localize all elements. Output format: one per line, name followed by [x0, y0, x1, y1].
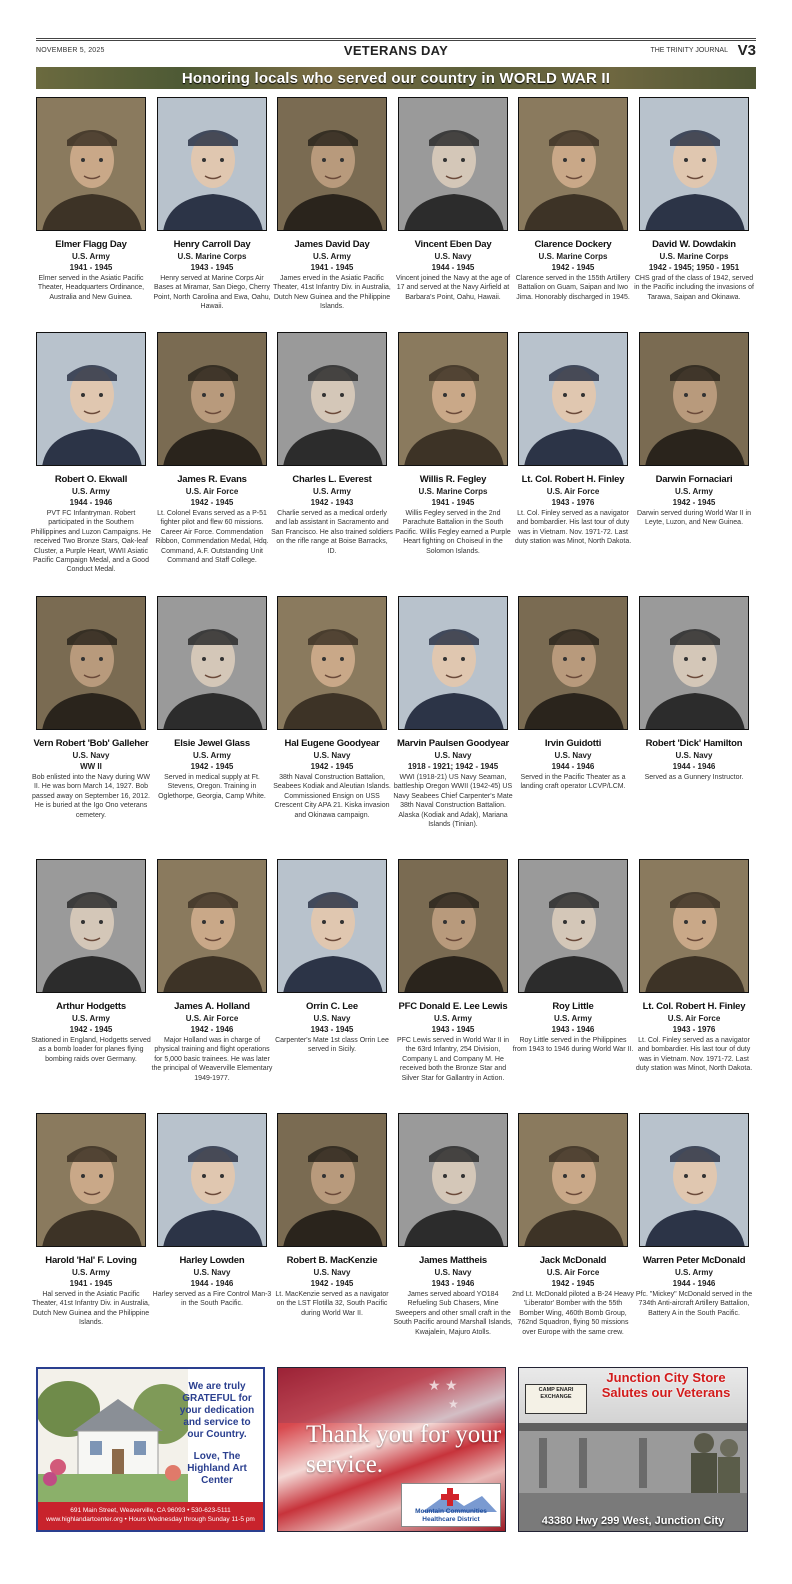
veteran-portrait — [277, 596, 387, 730]
veteran-name: Irvin Guidotti — [544, 738, 602, 749]
veteran-name: Robert 'Dick' Hamilton — [645, 738, 743, 749]
veteran-branch: U.S. Navy — [434, 751, 472, 760]
veteran-description: Stationed in England, Hodgetts served as a bomb loader for planes flying bombing raids over Germany. — [31, 1037, 151, 1063]
veteran-branch: U.S. Army — [72, 487, 110, 496]
veteran-description: Elmer served in the Asiatic Pacific Theater, Headquarters Ordinance, Australia and New Guinea. — [37, 275, 145, 301]
veteran-years: 1941 - 1945 — [69, 263, 113, 272]
veteran-name: Orrin C. Lee — [306, 1001, 358, 1012]
veteran-years: 1943 - 1946 — [551, 1025, 595, 1034]
veteran-name: Jack McDonald — [539, 1255, 607, 1266]
veteran-portrait — [277, 97, 387, 231]
veteran-name: Willis R. Fegley — [419, 474, 487, 485]
section-title: VETERANS DAY — [343, 43, 449, 58]
veteran-branch: U.S. Navy — [193, 1268, 231, 1277]
veteran-name: Elmer Flagg Day — [55, 239, 127, 250]
thank-you-text: Thank you for your service. — [306, 1421, 502, 1478]
veteran-name: Harold 'Hal' F. Loving — [45, 1255, 137, 1266]
veteran-branch: U.S. Navy — [434, 1268, 472, 1277]
veteran-name: Robert O. Ekwall — [54, 474, 128, 485]
camp-exchange-sign: CAMP ENARI EXCHANGE — [525, 1384, 587, 1414]
veteran-name: PFC Donald E. Lee Lewis — [398, 1001, 508, 1012]
veteran-description: Bob enlisted into the Navy during WW II. He was born March 14, 1927. Bob passed away on September 16, 2012. He is buried at the Igo Ono veterans cemetery. — [32, 774, 150, 819]
ad-mountain-communities — [277, 1367, 506, 1532]
veteran-description: Lt. Col. Finley served as a navigator and bombardier. His last tour of duty was in Vietnam. Nov. 1971-72. Last duty station was Minot, North Dakota. — [635, 1037, 753, 1073]
veteran-years: 1943 - 1945 — [310, 1025, 354, 1034]
veteran-name: James R. Evans — [177, 474, 247, 485]
veteran-description: Major Holland was in charge of physical training and flight operations for 5,000 basic trainees. He was later the principal of Weaverville Elementary 1949-1977. — [151, 1037, 273, 1082]
veteran-years: 1944 - 1946 — [672, 1279, 716, 1288]
veteran-portrait — [157, 596, 267, 730]
veteran-branch: U.S. Army — [313, 487, 351, 496]
veteran-description: Clarence served in the 155th Artillery Battalion on Guam, Saipan and Iwo Jima. Honorably discharged in 1945. — [515, 275, 631, 301]
veteran-portrait — [157, 859, 267, 993]
veteran-name: David W. Dowdakin — [652, 239, 736, 250]
veteran-years: 1944 - 1946 — [190, 1279, 234, 1288]
veteran-years: 1941 - 1945 — [69, 1279, 113, 1288]
cottage-illustration — [38, 1369, 188, 1504]
veteran-description: Served in the Pacific Theater as a landing craft operator LCVP/LCM. — [520, 774, 626, 791]
veteran-years: 1942 - 1945 — [310, 762, 354, 771]
veteran-branch: U.S. Marine Corps — [659, 252, 729, 261]
veteran-name: James David Day — [294, 239, 370, 250]
veteran-name: Robert B. MacKenzie — [286, 1255, 378, 1266]
mchd-logo-text: Mountain Communities Healthcare District — [415, 1508, 487, 1523]
veteran-name: Arthur Hodgetts — [56, 1001, 126, 1012]
highland-footer — [38, 1502, 263, 1530]
veteran-portrait — [398, 596, 508, 730]
veteran-description: James erved in the Asiatic Pacific Theater, 41st Infantry Div. in Australia, Dutch New Guinea and the Philippine Islands. — [273, 275, 391, 311]
veteran-portrait — [639, 859, 749, 993]
veteran-portrait — [398, 1113, 508, 1247]
veteran-branch: U.S. Air Force — [185, 1014, 239, 1023]
veteran-portrait — [277, 1113, 387, 1247]
veteran-description: Willis Fegley served in the 2nd Parachute Battalion in the South Pacific. Willis Fegley earned a Purple Heart fighting on Choiseul in the Solomon Islands. — [395, 510, 511, 555]
veteran-name: Marvin Paulsen Goodyear — [396, 738, 510, 749]
veteran-years: 1941 - 1945 — [310, 263, 354, 272]
veteran-branch: U.S. Navy — [675, 751, 713, 760]
veteran-description: Charlie served as a medical orderly and lab assistant in Sacramento and San Francisco. He also trained soldiers on the rifle range at Boise Barracks, ID. — [271, 510, 393, 555]
paper-name: THE TRINITY JOURNAL — [650, 47, 728, 54]
veteran-description: James served aboard YO184 Refueling Sub Chasers, Mine Sweepers and other small craft in the South Pacific around Marshall Islands, Kwajalein, Majuro Atolls. — [393, 1291, 513, 1336]
veteran-years: WW II — [80, 762, 102, 771]
veteran-branch: U.S. Army — [675, 487, 713, 496]
flag-stars — [278, 1368, 506, 1428]
veteran-name: Lt. Col. Robert H. Finley — [642, 1001, 746, 1012]
veteran-branch: U.S. Army — [72, 1268, 110, 1277]
highland-signoff: Love, The Highland Art Center — [187, 1451, 247, 1486]
veteran-description: Lt. Col. Finley served as a navigator and bombardier. His last tour of duty was in Vietnam. Nov. 1971-72. Last duty station was Minot, North Dakota. — [514, 510, 632, 546]
veteran-description: Henry served at Marine Corps Air Bases at Miramar, San Diego, Cherry Point, North Carolina and Ewa, Oahu, Hawaii. — [153, 275, 271, 311]
veteran-years: 1941 - 1945 — [431, 498, 475, 507]
veteran-years: 1942 - 1945 — [551, 1279, 595, 1288]
veteran-name: Henry Carroll Day — [173, 239, 251, 250]
veteran-branch: U.S. Navy — [313, 751, 351, 760]
veteran-description: Pfc. "Mickey" McDonald served in the 734th Anti-aircraft Artillery Battalion, Battery A in the South Pacific. — [635, 1291, 753, 1317]
veteran-branch: U.S. Marine Corps — [177, 252, 247, 261]
veteran-years: 1944 - 1945 — [431, 263, 475, 272]
veteran-branch: U.S. Army — [193, 751, 231, 760]
veteran-branch: U.S. Navy — [313, 1268, 351, 1277]
veteran-years: 1918 - 1921; 1942 - 1945 — [407, 762, 499, 771]
veteran-name: Clarence Dockery — [534, 239, 612, 250]
veteran-portrait — [639, 97, 749, 231]
veteran-years: 1943 - 1945 — [431, 1025, 475, 1034]
veteran-branch: U.S. Marine Corps — [538, 252, 608, 261]
veteran-name: Elsie Jewel Glass — [174, 738, 250, 749]
highland-message — [177, 1381, 257, 1487]
veteran-portrait — [398, 97, 508, 231]
veteran-years: 1942 - 1945 — [672, 498, 716, 507]
veteran-name: Lt. Col. Robert H. Finley — [521, 474, 625, 485]
veteran-portrait — [518, 859, 628, 993]
veteran-portrait — [277, 859, 387, 993]
veteran-name: James Mattheis — [419, 1255, 487, 1266]
veteran-description: WWI (1918-21) US Navy Seaman, battleship Oregon WWII (1942-45) US Navy Seabees Chief Carpenter's Mate 38th Naval Construction Battalion. Alaska (Kodiak and Adak), Mariana Islands (Tinian). — [393, 774, 513, 829]
veteran-portrait — [518, 596, 628, 730]
highland-message-text: We are truly GRATEFUL for your dedication and service to our Country. — [179, 1381, 255, 1440]
veteran-description: Darwin served during World War II in Leyte, Luzon, and New Guinea. — [637, 510, 751, 527]
highland-website[interactable]: www.highlandartcenter.org • Hours Wednesday through Sunday 11-5 pm — [46, 1516, 255, 1523]
veteran-description: Vincent joined the Navy at the age of 17 and served at the Navy Airfield at Barbara's Point, Oahu, Hawaii. — [395, 275, 511, 301]
veteran-years: 1942 - 1945 — [190, 762, 234, 771]
veteran-description: PVT FC Infantryman. Robert participated in the Southern Phillippines and Luzon Campaigns. He received Two Bronze Stars, Oak-leaf Cluster, a Purple Heart, WWII Asiatic Pacific Campaign Medal, and a Good Conduct Medal. — [30, 510, 152, 574]
veteran-description: Harley served as a Fire Control Man-3 in the South Pacific. — [152, 1291, 272, 1308]
veteran-description: CHS grad of the class of 1942, served in the Pacific including the invasions of Tarawa, Saipan and Okinawa. — [634, 275, 754, 301]
veteran-branch: U.S. Army — [313, 252, 351, 261]
veteran-name: James A. Holland — [174, 1001, 250, 1012]
veteran-portrait — [157, 1113, 267, 1247]
veteran-name: Warren Peter McDonald — [642, 1255, 746, 1266]
mchd-logo — [401, 1483, 501, 1527]
veteran-branch: U.S. Air Force — [546, 487, 600, 496]
veteran-portrait — [36, 596, 146, 730]
svg-text:★ ★: ★ ★ — [428, 1378, 458, 1394]
veteran-portrait — [36, 1113, 146, 1247]
highland-address: 691 Main Street, Weaverville, CA 96093 • 530-623-5111 — [70, 1507, 231, 1514]
issue-date: NOVEMBER 5, 2025 — [36, 47, 105, 54]
veteran-branch: U.S. Air Force — [546, 1268, 600, 1277]
veteran-years: 1942 - 1945; 1950 - 1951 — [648, 263, 740, 272]
veteran-years: 1942 - 1945 — [551, 263, 595, 272]
veteran-portrait — [157, 97, 267, 231]
veteran-description: Lt. Colonel Evans served as a P-51 fighter pilot and flew 60 missions. Career Air Force. Commendation Ribbon, Commendation Medal, Hdq. Command, A.F. Outstanding Unit Command and Staff College. — [155, 510, 269, 565]
veteran-name: Harley Lowden — [179, 1255, 245, 1266]
veteran-description: Served in medical supply at Ft. Stevens, Oregon. Training in Oglethorpe, Georgia, Camp White. — [158, 774, 266, 800]
masthead — [36, 38, 756, 60]
headline-banner — [36, 67, 756, 89]
veteran-description: 2nd Lt. McDonald piloted a B-24 Heavy 'Liberator' Bomber with the 55th Bomber Wing, 460th Bomb Group, 762nd Squadron, flying 50 missions over Europe with the same crew. — [512, 1291, 634, 1336]
veteran-branch: U.S. Marine Corps — [418, 487, 488, 496]
veteran-description: Roy Little served in the Philippines from 1943 to 1946 during World War II. — [512, 1037, 634, 1054]
veteran-branch: U.S. Navy — [72, 751, 110, 760]
veteran-description: Carpenter's Mate 1st class Orrin Lee served in Sicily. — [275, 1037, 389, 1054]
veteran-name: Hal Eugene Goodyear — [284, 738, 380, 749]
veteran-portrait — [36, 859, 146, 993]
veteran-branch: U.S. Air Force — [667, 1014, 721, 1023]
veteran-years: 1942 - 1945 — [69, 1025, 113, 1034]
junction-address: 43380 Hwy 299 West, Junction City — [541, 1515, 725, 1527]
veteran-branch: U.S. Army — [72, 1014, 110, 1023]
veteran-description: 38th Naval Construction Battalion, Seabees Kodiak and Aleutian Islands. Commissioned Ensign on USS Crescent City APA 21. Kiska invasion and Okinawa campaign. — [273, 774, 391, 819]
veteran-years: 1944 - 1946 — [69, 498, 113, 507]
veteran-years: 1943 - 1945 — [190, 263, 234, 272]
veteran-description: Lt. MacKenzie served as a navigator on the LST Flotilla 32, South Pacific during World War II. — [275, 1291, 389, 1317]
veteran-description: PFC Lewis served in World War II in the 63rd Infantry, 254 Division, Company L and Company M. He received both the Bronze Star and Silver Star for Gallantry in Action. — [396, 1037, 510, 1082]
veteran-portrait — [36, 332, 146, 466]
ad-highland-art-center — [36, 1367, 265, 1532]
veteran-name: Roy Little — [552, 1001, 594, 1012]
veteran-portrait — [639, 332, 749, 466]
veteran-portrait — [518, 1113, 628, 1247]
junction-title: Junction City Store Salutes our Veterans — [601, 1370, 731, 1400]
veteran-years: 1944 - 1946 — [672, 762, 716, 771]
veteran-portrait — [518, 97, 628, 231]
svg-text:★: ★ — [448, 1397, 459, 1411]
veteran-branch: U.S. Navy — [313, 1014, 351, 1023]
veteran-years: 1943 - 1976 — [551, 498, 595, 507]
veteran-branch: U.S. Army — [675, 1268, 713, 1277]
veteran-branch: U.S. Army — [434, 1014, 472, 1023]
veteran-name: Vincent Eben Day — [414, 239, 492, 250]
veteran-description: Hal served in the Asiatic Pacific Theater, 41st Infantry Div. in Australia, Dutch New Guinea and the Philippine Islands. — [32, 1291, 150, 1327]
page-number: V3 — [737, 42, 756, 59]
veteran-portrait — [518, 332, 628, 466]
veteran-portrait — [398, 859, 508, 993]
veteran-branch: U.S. Army — [72, 252, 110, 261]
veteran-name: Darwin Fornaciari — [655, 474, 733, 485]
veteran-portrait — [157, 332, 267, 466]
veteran-years: 1942 - 1945 — [190, 498, 234, 507]
veteran-portrait — [398, 332, 508, 466]
veteran-years: 1942 - 1945 — [310, 1279, 354, 1288]
veteran-branch: U.S. Navy — [434, 252, 472, 261]
veteran-years: 1943 - 1976 — [672, 1025, 716, 1034]
veteran-branch: U.S. Air Force — [185, 487, 239, 496]
headline-text: Honoring locals who served our country in WORLD WAR II — [181, 69, 611, 87]
veteran-description: Served as a Gunnery Instructor. — [644, 774, 744, 781]
veteran-branch: U.S. Navy — [554, 751, 592, 760]
veteran-years: 1942 - 1946 — [190, 1025, 234, 1034]
ad-junction-city-store — [518, 1367, 748, 1532]
veteran-years: 1942 - 1943 — [310, 498, 354, 507]
veteran-branch: U.S. Army — [554, 1014, 592, 1023]
veteran-portrait — [639, 1113, 749, 1247]
veteran-name: Charles L. Everest — [292, 474, 372, 485]
veteran-years: 1943 - 1946 — [431, 1279, 475, 1288]
veteran-years: 1944 - 1946 — [551, 762, 595, 771]
veteran-portrait — [639, 596, 749, 730]
veteran-portrait — [277, 332, 387, 466]
veteran-portrait — [36, 97, 146, 231]
veteran-name: Vern Robert 'Bob' Galleher — [33, 738, 149, 749]
